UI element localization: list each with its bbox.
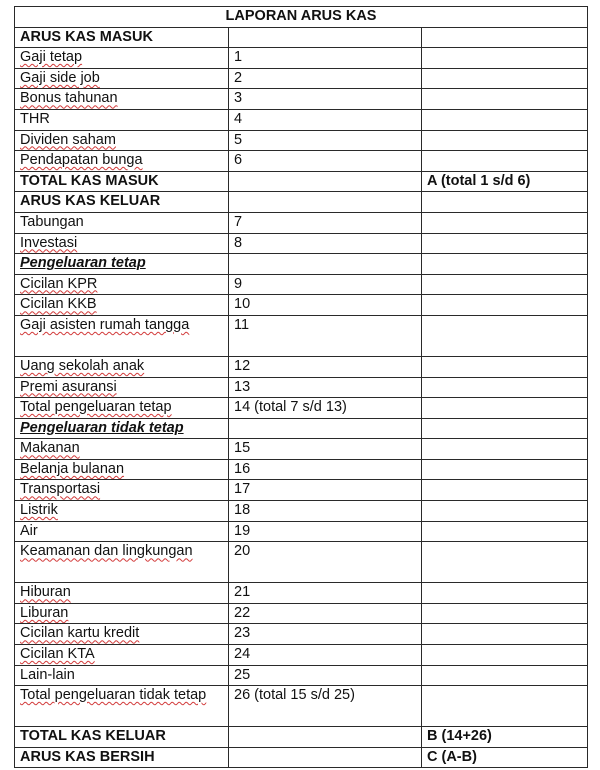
row-reference-cell — [422, 624, 588, 645]
row-number-cell: 15 — [229, 439, 422, 460]
row-label-cell — [15, 542, 229, 583]
row-label: Gaji tetap — [20, 49, 83, 66]
row-label-cell — [15, 377, 229, 398]
row-reference-cell — [422, 295, 588, 316]
row-label-cell — [15, 356, 229, 377]
row-reference-cell — [422, 151, 588, 172]
row-label-cell — [15, 212, 229, 233]
table-row — [15, 459, 588, 480]
row-number-cell: 11 — [229, 315, 422, 356]
row-reference-cell — [422, 315, 588, 356]
row-label-cell — [15, 398, 229, 419]
table-row — [15, 212, 588, 233]
row-label-cell — [15, 48, 229, 69]
cash-flow-table — [14, 6, 588, 768]
row-reference-cell — [422, 109, 588, 130]
table-row — [15, 747, 588, 768]
row-label-cell — [15, 233, 229, 254]
row-label: Tabungan — [20, 213, 84, 230]
row-number-cell — [229, 27, 422, 48]
row-label: TOTAL KAS KELUAR — [20, 728, 166, 745]
row-reference-cell — [422, 583, 588, 604]
row-number-cell: 14 (total 7 s/d 13) — [229, 398, 422, 419]
row-reference-cell: B (14+26) — [422, 727, 588, 748]
row-label: Gaji side job — [20, 69, 100, 86]
row-label: Keamanan dan lingkungan — [20, 543, 193, 560]
row-label-cell — [15, 583, 229, 604]
row-label: Cicilan KKB — [20, 296, 97, 313]
row-label-cell — [15, 645, 229, 666]
table-row — [15, 315, 588, 356]
table-row — [15, 624, 588, 645]
row-label: ARUS KAS BERSIH — [20, 748, 155, 765]
row-reference-cell — [422, 686, 588, 727]
row-label: Total pengeluaran tetap — [20, 399, 172, 416]
row-number-cell: 19 — [229, 521, 422, 542]
row-number-cell: 23 — [229, 624, 422, 645]
row-label-cell — [15, 274, 229, 295]
row-number-cell — [229, 254, 422, 275]
row-reference-cell — [422, 274, 588, 295]
row-label-cell — [15, 315, 229, 356]
table-row — [15, 439, 588, 460]
row-label-cell — [15, 130, 229, 151]
table-row — [15, 48, 588, 69]
row-label-cell — [15, 480, 229, 501]
row-reference-cell — [422, 542, 588, 583]
row-reference-cell — [422, 398, 588, 419]
table-row — [15, 377, 588, 398]
row-number-cell: 25 — [229, 665, 422, 686]
row-label: Hiburan — [20, 584, 71, 601]
row-label-cell — [15, 27, 229, 48]
row-label-cell — [15, 151, 229, 172]
table-row — [15, 109, 588, 130]
row-label-cell — [15, 192, 229, 213]
row-label-cell — [15, 665, 229, 686]
row-label: Listrik — [20, 502, 58, 519]
table-row — [15, 521, 588, 542]
row-reference-cell — [422, 603, 588, 624]
table-row — [15, 295, 588, 316]
row-number-cell: 10 — [229, 295, 422, 316]
row-reference-cell — [422, 27, 588, 48]
row-label-cell — [15, 603, 229, 624]
row-number-cell — [229, 171, 422, 192]
row-reference-cell — [422, 665, 588, 686]
row-number-cell: 16 — [229, 459, 422, 480]
row-label-cell — [15, 501, 229, 522]
row-label: Makanan — [20, 440, 80, 457]
row-label-cell — [15, 624, 229, 645]
row-reference-cell — [422, 89, 588, 110]
table-row — [15, 583, 588, 604]
row-label: Gaji asisten rumah tangga — [20, 316, 190, 333]
row-label: Investasi — [20, 234, 78, 251]
row-label-cell — [15, 686, 229, 727]
row-label: Uang sekolah anak — [20, 357, 145, 374]
row-number-cell: 2 — [229, 68, 422, 89]
row-number-cell: 22 — [229, 603, 422, 624]
row-reference-cell — [422, 48, 588, 69]
row-label: Cicilan KPR — [20, 275, 98, 292]
row-label: Dividen saham — [20, 131, 116, 148]
title-row — [15, 7, 588, 28]
row-number-cell: 21 — [229, 583, 422, 604]
row-label-cell — [15, 295, 229, 316]
table-row — [15, 151, 588, 172]
row-label: ARUS KAS MASUK — [20, 28, 153, 45]
row-label-cell — [15, 439, 229, 460]
row-reference-cell — [422, 356, 588, 377]
row-reference-cell — [422, 459, 588, 480]
row-number-cell: 13 — [229, 377, 422, 398]
row-reference-cell — [422, 439, 588, 460]
row-label-cell — [15, 89, 229, 110]
row-number-cell: 24 — [229, 645, 422, 666]
row-reference-cell — [422, 68, 588, 89]
row-reference-cell: C (A-B) — [422, 747, 588, 768]
table-row — [15, 89, 588, 110]
row-reference-cell — [422, 377, 588, 398]
table-row — [15, 68, 588, 89]
row-number-cell: 12 — [229, 356, 422, 377]
table-row — [15, 171, 588, 192]
row-reference-cell — [422, 418, 588, 439]
table-row — [15, 254, 588, 275]
row-label: Cicilan kartu kredit — [20, 625, 140, 642]
row-label-cell — [15, 747, 229, 768]
row-reference-cell — [422, 521, 588, 542]
row-number-cell: 4 — [229, 109, 422, 130]
row-label-cell — [15, 459, 229, 480]
row-label: Liburan — [20, 604, 69, 621]
row-reference-cell — [422, 212, 588, 233]
row-label: Lain-lain — [20, 666, 75, 683]
row-reference-cell — [422, 192, 588, 213]
row-label-cell — [15, 109, 229, 130]
row-label: Pengeluaran tetap — [20, 255, 146, 272]
table-row — [15, 130, 588, 151]
row-number-cell: 6 — [229, 151, 422, 172]
row-label: Bonus tahunan — [20, 90, 118, 107]
row-label: Premi asuransi — [20, 378, 117, 395]
row-label: Air — [20, 522, 38, 539]
row-number-cell: 1 — [229, 48, 422, 69]
row-reference-cell: A (total 1 s/d 6) — [422, 171, 588, 192]
row-reference-cell — [422, 254, 588, 275]
row-number-cell: 20 — [229, 542, 422, 583]
row-number-cell: 18 — [229, 501, 422, 522]
row-label: Belanja bulanan — [20, 460, 125, 477]
table-row — [15, 27, 588, 48]
table-row — [15, 727, 588, 748]
table-row — [15, 356, 588, 377]
row-label-cell — [15, 418, 229, 439]
table-row — [15, 398, 588, 419]
row-label-cell — [15, 254, 229, 275]
table-row — [15, 192, 588, 213]
row-label: Pengeluaran tidak tetap — [20, 419, 184, 436]
table-row — [15, 233, 588, 254]
row-reference-cell — [422, 233, 588, 254]
row-reference-cell — [422, 480, 588, 501]
row-reference-cell — [422, 130, 588, 151]
row-reference-cell — [422, 645, 588, 666]
row-label: Total pengeluaran tidak tetap — [20, 687, 207, 704]
row-label: TOTAL KAS MASUK — [20, 172, 159, 189]
row-label: THR — [20, 110, 50, 127]
row-number-cell — [229, 192, 422, 213]
table-row — [15, 603, 588, 624]
row-number-cell: 17 — [229, 480, 422, 501]
table-row — [15, 542, 588, 583]
row-number-cell: 7 — [229, 212, 422, 233]
row-label: Pendapatan bunga — [20, 152, 143, 169]
table-row — [15, 665, 588, 686]
row-label: Cicilan KTA — [20, 646, 95, 663]
row-number-cell — [229, 418, 422, 439]
table-row — [15, 686, 588, 727]
row-number-cell: 5 — [229, 130, 422, 151]
row-number-cell: 3 — [229, 89, 422, 110]
table-row — [15, 501, 588, 522]
row-number-cell: 26 (total 15 s/d 25) — [229, 686, 422, 727]
row-label-cell — [15, 521, 229, 542]
row-label: Transportasi — [20, 481, 101, 498]
row-number-cell — [229, 727, 422, 748]
row-reference-cell — [422, 501, 588, 522]
row-label-cell — [15, 171, 229, 192]
table-row — [15, 480, 588, 501]
row-label-cell — [15, 727, 229, 748]
row-label-cell — [15, 68, 229, 89]
row-number-cell: 9 — [229, 274, 422, 295]
row-label: ARUS KAS KELUAR — [20, 193, 161, 210]
table-body — [15, 27, 588, 768]
table-row — [15, 274, 588, 295]
row-number-cell — [229, 747, 422, 768]
table-row — [15, 418, 588, 439]
table-row — [15, 645, 588, 666]
report-title: LAPORAN ARUS KAS — [15, 7, 588, 28]
row-number-cell: 8 — [229, 233, 422, 254]
